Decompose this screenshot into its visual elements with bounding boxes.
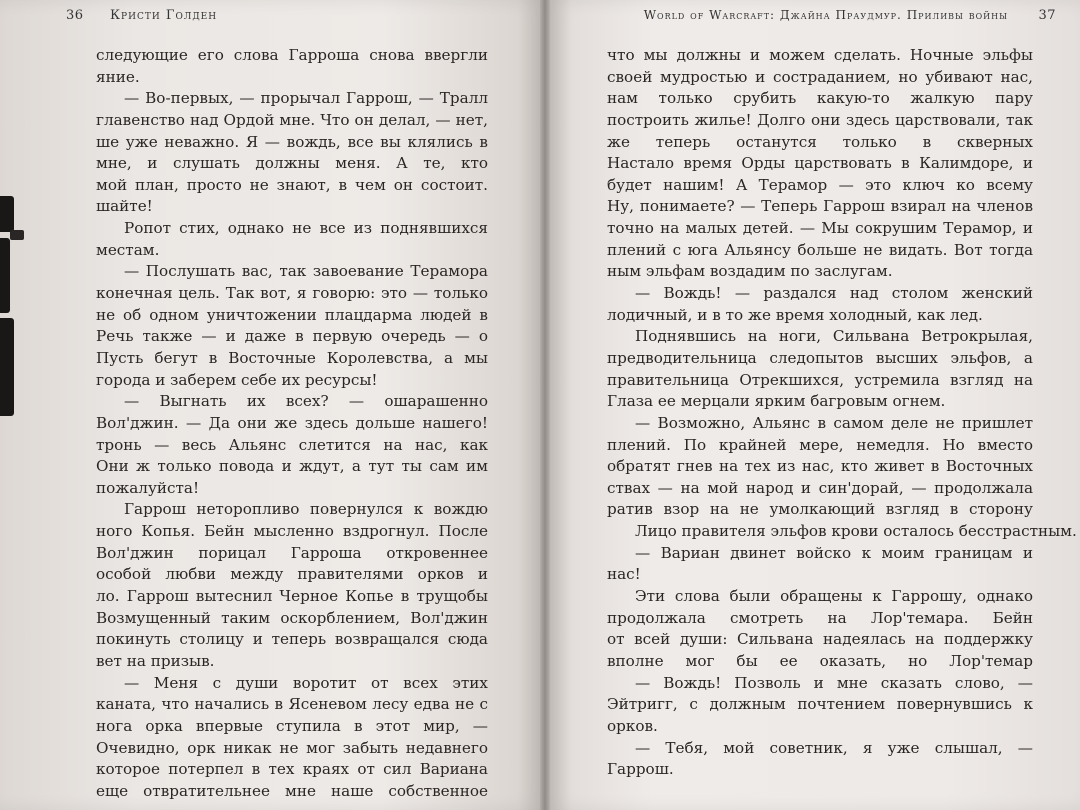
text-line: нам только срубить какую-то жалкую пару: [607, 89, 1033, 108]
text-line: покинуть столицу и теперь возвращался сюда: [96, 630, 488, 649]
text-line: следующие его слова Гарроша снова ввергли: [96, 46, 488, 64]
text-line: от всей души: Сильвана надеялась на поддержку: [607, 630, 1033, 649]
text-line: — Выгнать их всех? — ошарашенно: [124, 392, 488, 411]
text-line: вполне мог бы ее оказать, но Лор'темар: [607, 651, 1033, 670]
text-line: построить жилье! Долго они здесь царствовали, так: [607, 110, 1033, 129]
text-line: Вол'джин. — Да они же здесь дольше нашего!: [96, 413, 488, 432]
text-line: мой план, просто не знают, в чем он состоит.: [96, 175, 488, 194]
text-line: Лицо правителя эльфов крови осталось бесстрастным.: [635, 522, 1077, 541]
text-line: Они ж только повода и ждут, а тут ты сам им: [96, 457, 488, 476]
text-line: Речь также — и даже в первую очередь — о: [96, 327, 488, 346]
text-line: Ропот стих, однако не все из поднявшихся: [124, 219, 488, 238]
text-line: — Вождь! — раздался над столом женский: [635, 284, 1033, 303]
text-line: пожалуйста!: [96, 478, 200, 497]
text-line: ным эльфам воздадим по заслугам.: [607, 262, 893, 281]
text-line: главенство над Ордой мне. Что он делал, — нет,: [96, 110, 488, 129]
text-line: лодичный, и в то же время холодный, как лед.: [607, 305, 983, 324]
book-spine-gutter: [540, 0, 550, 810]
text-line: особой любви между правителями орков и: [96, 565, 488, 584]
text-line: нога орка впервые ступила в этот мир, —: [96, 716, 488, 735]
text-line: Гаррош неторопливо повернулся к вождю: [124, 500, 488, 519]
text-line: мне, и слушать должны меня. А те, кто: [96, 154, 488, 173]
running-head-title: World of Warcraft: Джайна Праудмур. Приливы войны: [643, 8, 1008, 22]
running-head-author: Кристи Голден: [110, 8, 218, 23]
text-line: которое потерпел в тех краях от сил Вариана: [96, 760, 488, 779]
text-line: — Вариан двинет войско к моим границам и: [635, 543, 1033, 562]
text-line: что мы должны и можем сделать. Ночные эльфы: [607, 46, 1033, 64]
text-line: Эти слова были обращены к Гаррошу, однако: [635, 587, 1033, 606]
text-line: яние.: [96, 67, 140, 86]
text-line: — Послушать вас, так завоевание Терамора: [124, 262, 488, 281]
text-line: продолжала смотреть на Лор'темара. Бейн: [607, 608, 1033, 627]
text-line: ратив взор на не умолкающий взгляд в сторону: [607, 500, 1033, 519]
binder-clip-middle: [0, 238, 10, 313]
text-line: предводительница следопытов высших эльфов, а: [607, 348, 1033, 367]
text-line: шайте!: [96, 197, 153, 216]
text-line: — Вождь! Позволь и мне сказать слово, —: [635, 673, 1033, 692]
page-number-left: 36: [66, 8, 84, 23]
text-line: своей мудростью и состраданием, но убивают нас,: [607, 67, 1033, 86]
text-line: Поднявшись на ноги, Сильвана Ветрокрылая,: [635, 327, 1033, 346]
text-line: — Во-первых, — прорычал Гаррош, — Тралл: [124, 89, 488, 108]
text-line: Очевидно, орк никак не мог забыть недавнего: [96, 738, 488, 757]
binder-clip-notch: [10, 230, 24, 240]
text-line: Пусть бегут в Восточные Королевства, а мы: [96, 348, 488, 367]
text-line: Ну, понимаете? — Теперь Гаррош взирал на членов: [607, 197, 1033, 216]
text-line: правительница Отрекшихся, устремила взгляд на: [607, 370, 1033, 389]
text-line: города и заберем себе их ресурсы!: [96, 370, 378, 389]
text-line: обратят гнев на тех из нас, кто живет в Восточных: [607, 457, 1033, 476]
text-line: ствах — на мой народ и син'дорай, — продолжала: [607, 478, 1033, 497]
text-line: еще отвратительнее мне наше собственное: [96, 781, 488, 800]
text-line: орков.: [607, 716, 658, 735]
text-line: точно на малых детей. — Мы сокрушим Терамор, и: [607, 219, 1033, 238]
text-line: конечная цель. Так вот, я говорю: это — только: [96, 284, 488, 303]
text-line: Глаза ее мерцали ярким багровым огнем.: [607, 392, 946, 411]
text-line: Гаррош.: [607, 760, 674, 779]
text-line: нас!: [607, 565, 641, 584]
text-line: вет на призыв.: [96, 651, 215, 670]
right-page: [545, 0, 1080, 810]
text-line: ло. Гаррош вытеснил Черное Копье в трущобы: [96, 587, 488, 606]
text-line: — Возможно, Альянс в самом деле не пришлет: [635, 413, 1033, 432]
text-line: Эйтригг, с должным почтением повернувшись к: [607, 695, 1033, 714]
right-page-body: [607, 45, 1077, 781]
text-line: будет нашим! А Терамор — это ключ ко всему: [607, 175, 1033, 194]
text-line: Вол'джин порицал Гарроша откровеннее: [96, 543, 488, 562]
text-line: тронь — весь Альянс слетится на нас, как: [96, 435, 488, 454]
text-line: же теперь останутся только в скверных: [607, 132, 1033, 151]
text-line: Возмущенный таким оскорблением, Вол'джин: [96, 608, 488, 627]
text-line: — Тебя, мой советник, я уже слышал, —: [635, 738, 1033, 757]
page-number-right: 37: [1038, 8, 1056, 23]
text-line: плений. По крайней мере, немедля. Но вместо: [607, 435, 1033, 454]
left-page-body: [96, 45, 488, 802]
text-line: каната, что начались в Ясеневом лесу едва не с: [96, 695, 488, 714]
binder-clip-top: [0, 196, 14, 232]
text-line: плений с юга Альянсу больше не видать. Вот тогда: [607, 240, 1033, 259]
text-line: — Меня с души воротит от всех этих: [124, 673, 488, 692]
text-line: местам.: [96, 240, 160, 259]
text-line: не об одном уничтожении плацдарма людей в: [96, 305, 488, 324]
text-line: ше уже неважно. Я — вождь, все вы клялись в: [96, 132, 488, 151]
text-line: Настало время Орды царствовать в Калимдоре, и: [607, 154, 1033, 173]
binder-clip-bottom: [0, 318, 14, 416]
text-line: ного Копья. Бейн мысленно вздрогнул. После: [96, 522, 488, 541]
